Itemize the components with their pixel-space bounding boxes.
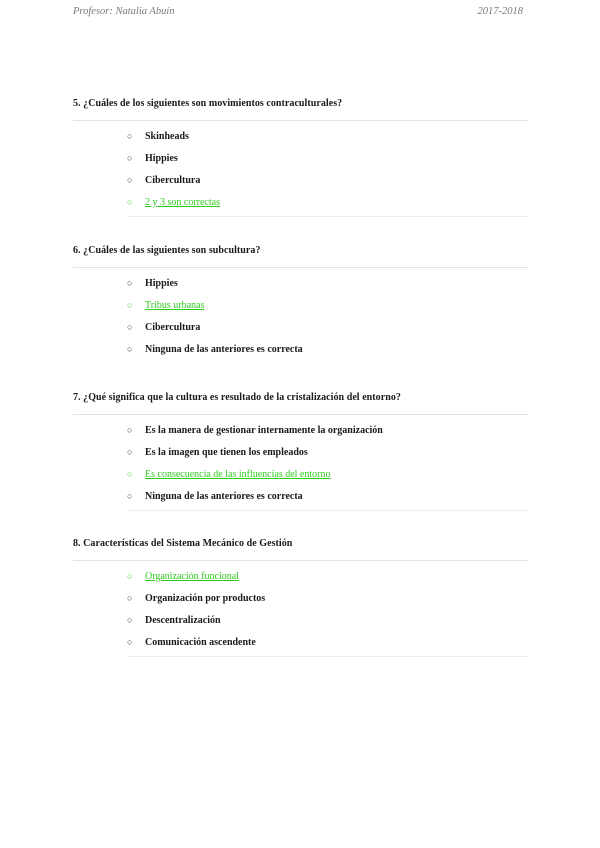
option-radio[interactable]: [127, 317, 528, 339]
radio-icon: ○: [127, 571, 133, 581]
option-label: Tribus urbanas: [145, 299, 205, 311]
option-radio[interactable]: [127, 566, 528, 588]
radio-icon: ○: [127, 131, 133, 141]
question-divider: [73, 414, 528, 415]
option-radio[interactable]: [127, 610, 528, 632]
question-title: 7. ¿Qué significa que la cultura es resultado de la cristalización del entorno?: [73, 392, 401, 403]
question-7: [73, 391, 528, 511]
option-label: Hippies: [145, 278, 178, 289]
question-title: 8. Características del Sistema Mecánico de Gestión: [73, 538, 293, 549]
option-list: [127, 126, 528, 217]
option-label: Ninguna de las anteriores es correcta: [145, 343, 303, 355]
radio-icon: ○: [127, 592, 133, 603]
radio-icon: ○: [127, 174, 133, 185]
radio-icon: ○: [127, 196, 133, 207]
options-divider: [127, 510, 528, 511]
teacher-name: Profesor: Natalia Abuín: [73, 6, 175, 17]
option-list: [127, 273, 528, 361]
radio-icon: ○: [127, 321, 133, 332]
question-title: 5. ¿Cuáles de los siguientes son movimientos contraculturales?: [73, 98, 343, 109]
option-label: Organización funcional: [145, 571, 239, 582]
option-radio[interactable]: [127, 464, 528, 486]
option-label: Descentralización: [145, 614, 221, 626]
radio-icon: ○: [127, 490, 133, 501]
page-header: [73, 6, 523, 20]
school-year: 2017-2018: [477, 6, 523, 17]
option-radio[interactable]: [127, 420, 528, 442]
radio-icon: ○: [127, 636, 133, 647]
option-radio[interactable]: [127, 486, 528, 508]
option-radio[interactable]: [127, 632, 528, 654]
question-divider: [73, 267, 528, 268]
question-5: [73, 97, 528, 217]
radio-icon: ○: [127, 299, 133, 310]
option-label: Skinheads: [145, 131, 189, 142]
radio-icon: ○: [127, 468, 133, 479]
option-label: 2 y 3 son correctas: [145, 196, 220, 208]
radio-icon: ○: [127, 425, 133, 435]
question-divider: [73, 120, 528, 121]
radio-icon: ○: [127, 446, 133, 457]
question-divider: [73, 560, 528, 561]
option-radio[interactable]: [127, 148, 528, 170]
question-title: 6. ¿Cuáles de las siguientes son subcultura?: [73, 245, 261, 256]
options-divider: [127, 656, 528, 657]
option-radio[interactable]: [127, 442, 528, 464]
question-6: [73, 244, 528, 361]
option-label: Hippies: [145, 152, 178, 164]
option-radio[interactable]: [127, 273, 528, 295]
option-radio[interactable]: [127, 170, 528, 192]
option-label: Comunicación ascendente: [145, 636, 256, 648]
radio-icon: ○: [127, 343, 133, 354]
option-label: Ninguna de las anteriores es correcta: [145, 490, 303, 502]
option-label: Es la manera de gestionar internamente la organización: [145, 425, 383, 436]
option-label: Es la imagen que tienen los empleados: [145, 446, 308, 458]
options-divider: [127, 216, 528, 217]
option-radio[interactable]: [127, 588, 528, 610]
option-label: Es consecuencia de las influencias del entorno: [145, 468, 331, 480]
question-8: [73, 537, 528, 657]
option-label: Cibercultura: [145, 174, 201, 186]
option-list: [127, 420, 528, 511]
radio-icon: ○: [127, 614, 133, 625]
radio-icon: ○: [127, 278, 133, 288]
option-label: Organización por productos: [145, 592, 266, 604]
option-radio[interactable]: [127, 126, 528, 148]
radio-icon: ○: [127, 152, 133, 163]
option-radio[interactable]: [127, 295, 528, 317]
option-list: [127, 566, 528, 657]
option-label: Cibercultura: [145, 321, 201, 333]
option-radio[interactable]: [127, 192, 528, 214]
option-radio[interactable]: [127, 339, 528, 361]
